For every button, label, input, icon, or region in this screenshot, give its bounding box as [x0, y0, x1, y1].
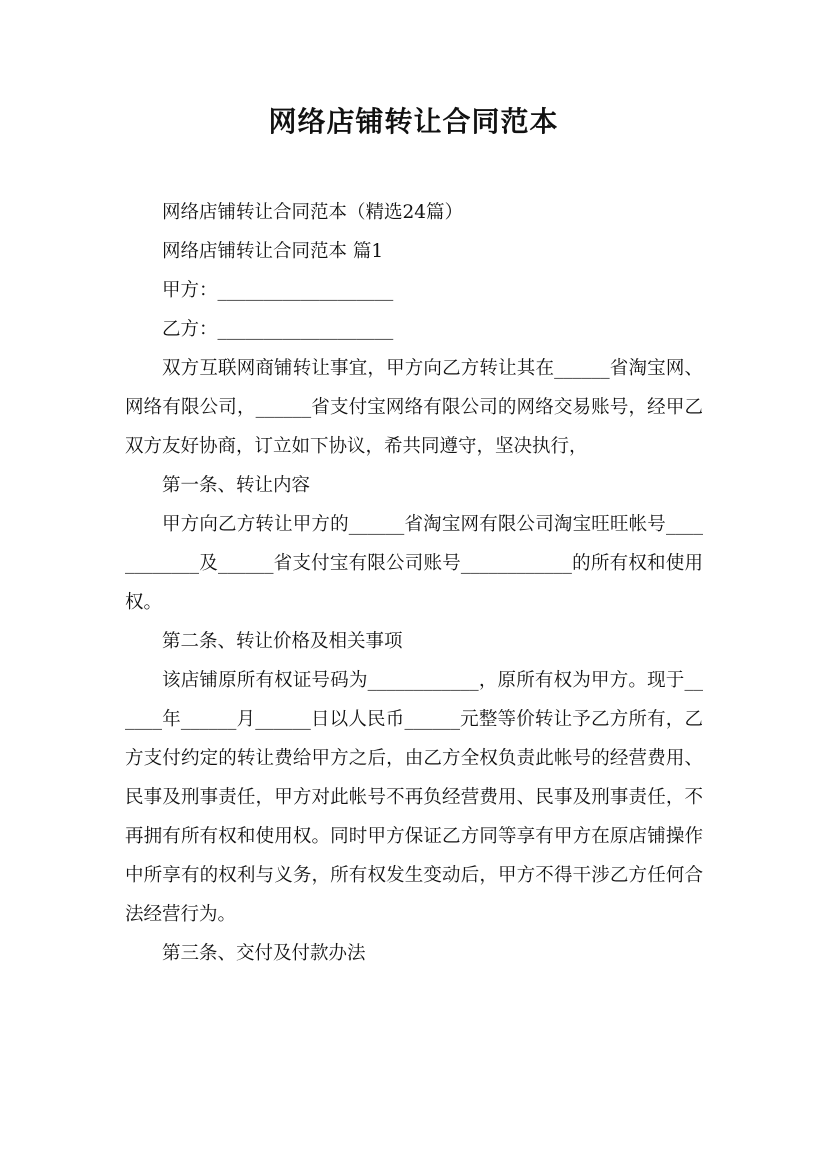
paragraph-section-heading: 网络店铺转让合同范本 篇1 [162, 241, 384, 262]
paragraph-article-2-body: 该店铺原所有权证号码为____________，原所有权为甲方。现于______年______月______日以人民币______元整等价转让予乙方所有，乙方支付约定的转让费给甲方之后，由乙方全权负责此帐号的经营费用、民事及刑事责任，甲方对此帐号不再负经营费用、民事及刑事责任，不再拥有所有权和使用权。同时甲方保证乙方同等享有甲方在原店铺操作中所享有的权利与义务，所有权发生变动后，甲方不得干涉乙方任何合法经营行为。 [125, 670, 703, 925]
paragraph-article-1-body: 甲方向乙方转让甲方的______省淘宝网有限公司淘宝旺旺帐号____________及______省支付宝有限公司账号____________的所有权和使用权。 [125, 514, 703, 613]
paragraph-party-a: 甲方：___________________ [162, 280, 394, 301]
paragraph-party-b: 乙方：___________________ [162, 319, 394, 340]
document-title: 网络店铺转让合同范本 [268, 105, 559, 138]
document-body [125, 193, 703, 973]
paragraph-article-3-heading: 第三条、交付及付款办法 [162, 943, 366, 964]
paragraph-preamble: 双方互联网商铺转让事宜，甲方向乙方转让其在______省淘宝网、网络有限公司，______省支付宝网络有限公司的网络交易账号，经甲乙双方友好协商，订立如下协议，希共同遵守，坚决执行， [125, 358, 703, 457]
paragraph-subtitle: 网络店铺转让合同范本（精选24篇） [162, 202, 464, 223]
paragraph-article-1-heading: 第一条、转让内容 [162, 475, 311, 496]
paragraph-article-2-heading: 第二条、转让价格及相关事项 [162, 631, 403, 652]
